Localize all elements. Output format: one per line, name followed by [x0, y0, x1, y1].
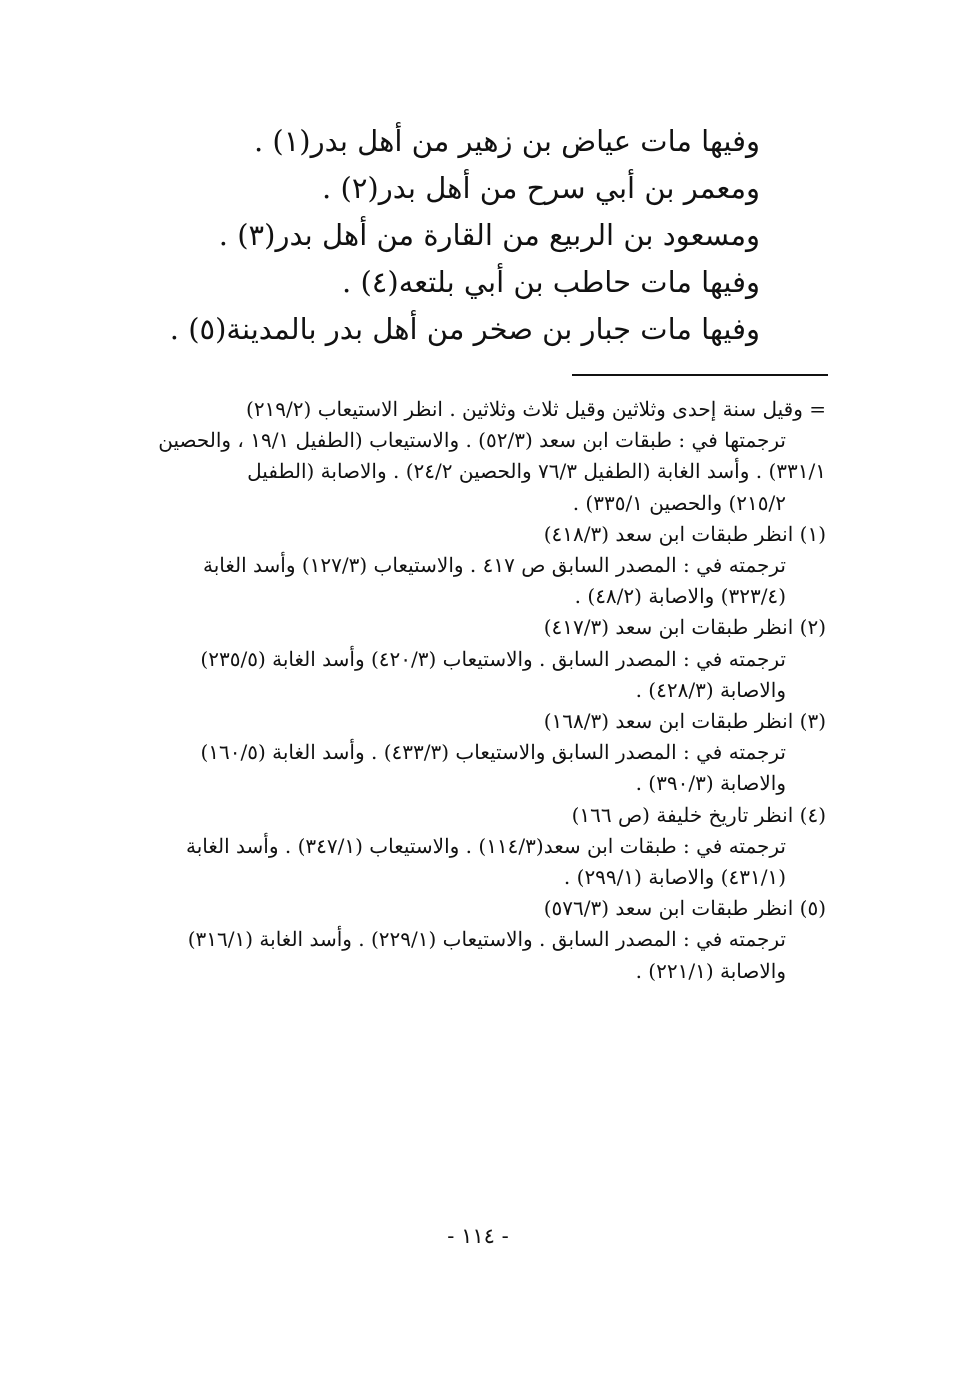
footnote-line: والاصابة (٣٩٠/٣) . [635, 771, 786, 796]
main-line: ومعمر بن أبي سرح من أهل بدر(٢) . [322, 171, 760, 205]
footnote-line: (٣) انظر طبقات ابن سعد (١٦٨/٣) [543, 709, 826, 734]
footnote-line: (٤) انظر تاريخ خليفة (ص ١٦٦) [571, 802, 826, 827]
footnote-line: ترجمته في : طبقات ابن سعد(١١٤/٣) . والاستيعاب (٣٤٧/١) . وأسد الغابة [186, 833, 786, 858]
main-line: وفيها مات جبار بن صخر من أهل بدر بالمدينة(٥) . [169, 312, 760, 346]
footnotes [134, 394, 826, 987]
footnote-line: (٢) انظر طبقات ابن سعد (٤١٧/٣) [543, 615, 826, 640]
footnote-line: (٥) انظر طبقات ابن سعد (٥٧٦/٣) [543, 896, 826, 921]
footnote-line: ترجمته في : المصدر السابق . والاستيعاب (٤٢٠/٣) وأسد الغابة (٢٣٥/٥) [200, 646, 786, 671]
footnote-line: ترجمتها في : طبقات ابن سعد (٥٢/٣) . والاستيعاب (الطفيل ١٩/١ ، والحصين [158, 428, 786, 453]
main-text [169, 118, 760, 353]
footnote-line: (٣٢٣/٤) والاصابة (٤٨/٢) . [574, 584, 786, 609]
footnote-line: ترجمته في : المصدر السابق والاستيعاب (٤٣٣/٣) . وأسد الغابة (١٦٠/٥) [200, 740, 786, 765]
main-line: ومسعود بن الربيع من القارة من أهل بدر(٣) . [218, 218, 760, 252]
footnote-line: = وقيل سنة إحدى وثلاثين وقيل ثلاث وثلاثين . انظر الاستيعاب (٢١٩/٢) [246, 397, 826, 421]
footnote-line: ترجمته في : المصدر السابق ص ٤١٧ . والاستيعاب (١٢٧/٣) وأسد الغابة [202, 553, 786, 578]
footnote-line: والاصابة (٢٢١/١) . [635, 958, 786, 983]
footnote-line: والاصابة (٤٢٨/٣) . [635, 677, 786, 702]
footnote-line: ٣٣١/١) . وأسد الغابة (الطفيل ٧٦/٣ والحصين ٢٤/٢) . والاصابة (الطفيل [247, 459, 826, 484]
footnote-line: ترجمته في : المصدر السابق . والاستيعاب (٢٢٩/١) . وأسد الغابة (٣١٦/١) [187, 927, 786, 952]
main-line: وفيها مات عياض بن زهير من أهل بدر(١) . [253, 124, 760, 158]
footnote-line: (٤٣١/١) والاصابة (٢٩٩/١) . [563, 865, 786, 890]
footnote-line: (١) انظر طبقات ابن سعد (٤١٨/٣) [543, 521, 826, 546]
page-number: - ١١٤ - [447, 1224, 509, 1248]
main-line: وفيها مات حاطب بن أبي بلتعه(٤) . [342, 265, 760, 299]
footnote-separator [572, 374, 828, 376]
footnote-line: ٢١٥/٢) والحصين ٣٣٥/١) . [572, 490, 786, 515]
